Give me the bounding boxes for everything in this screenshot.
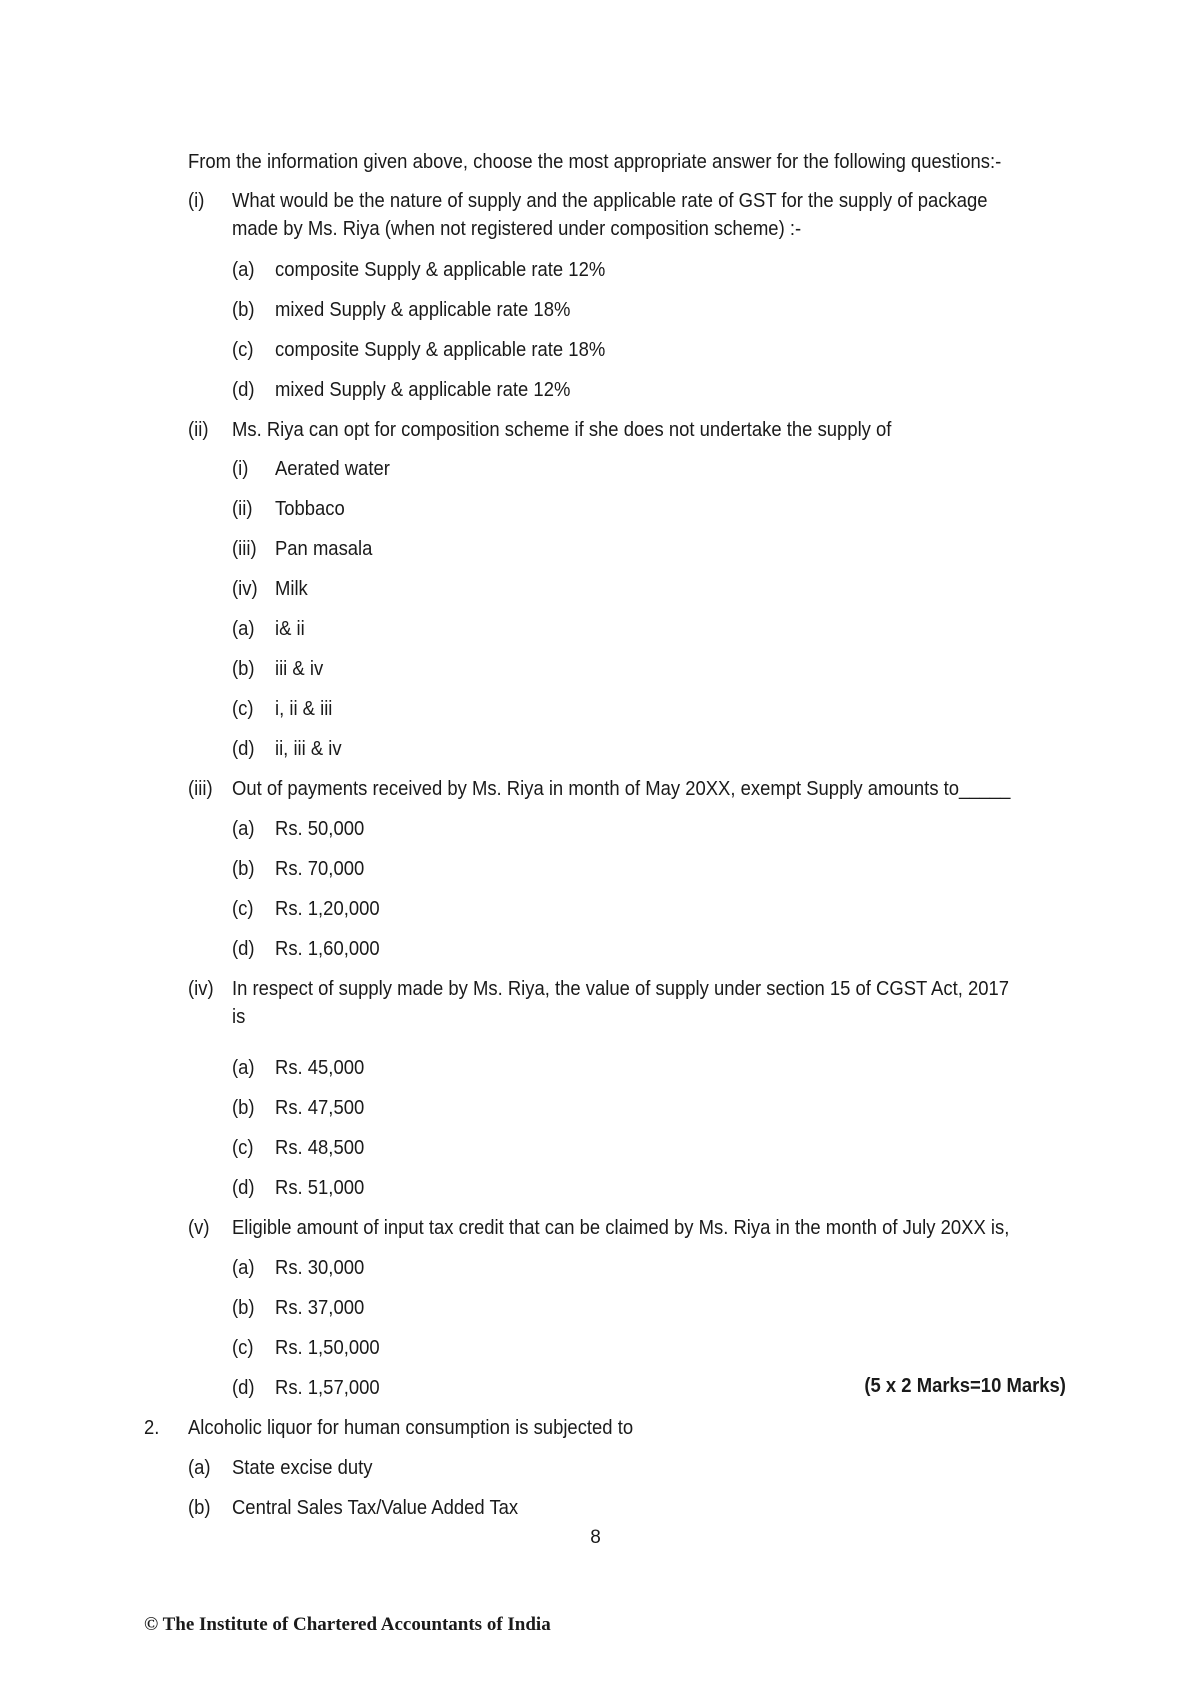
- question-1-option-text: mixed Supply & applicable rate 12%: [274, 378, 571, 401]
- question-1-text: What would be the nature of supply and the applicable rate of GST for the supply of package made by Ms. Riya (when not registered under composition scheme) :-: [231, 189, 988, 240]
- question-5-option-label: (d): [232, 1376, 255, 1399]
- question-3-option-label: (c): [232, 897, 254, 920]
- question-2-option-label: (b): [232, 657, 255, 680]
- question-2-main-label: 2.: [144, 1416, 160, 1439]
- question-2-option-text: Central Sales Tax/Value Added Tax: [231, 1496, 519, 1519]
- question-1-option-text: mixed Supply & applicable rate 18%: [274, 298, 571, 321]
- question-4-option-label: (b): [232, 1096, 255, 1119]
- question-2-option-text: ii, iii & iv: [274, 737, 342, 760]
- question-4-option-label: (a): [232, 1056, 255, 1079]
- marks-note: (5 x 2 Marks=10 Marks): [864, 1374, 1066, 1397]
- question-3-option-text: Rs. 70,000: [274, 857, 365, 880]
- question-5-option-text: Rs. 1,50,000: [274, 1336, 380, 1359]
- question-5-option-text: Rs. 37,000: [274, 1296, 365, 1319]
- question-3-option-label: (b): [232, 857, 255, 880]
- question-2-option-text: State excise duty: [231, 1456, 373, 1479]
- question-2-label: (ii): [188, 418, 209, 441]
- question-3-option-text: Rs. 1,20,000: [274, 897, 380, 920]
- question-1-option-label: (c): [232, 338, 254, 361]
- question-2-option-text: iii & iv: [274, 657, 324, 680]
- question-5-label: (v): [188, 1216, 210, 1239]
- question-5-option-label: (c): [232, 1336, 254, 1359]
- question-2-option-text: i& ii: [274, 617, 305, 640]
- question-2-option-label: (iv): [232, 577, 258, 600]
- question-4-option-text: Rs. 51,000: [274, 1176, 365, 1199]
- question-5-option-label: (a): [232, 1256, 255, 1279]
- question-2-option-text: Aerated water: [274, 457, 390, 480]
- question-4-option-text: Rs. 48,500: [274, 1136, 365, 1159]
- question-3-option-text: Rs. 50,000: [274, 817, 365, 840]
- question-2-option-label: (a): [232, 617, 255, 640]
- question-3-option-label: (a): [232, 817, 255, 840]
- question-4-option-text: Rs. 47,500: [274, 1096, 365, 1119]
- question-2-main-text: Alcoholic liquor for human consumption is subjected to: [187, 1416, 634, 1439]
- question-2-option-text: Milk: [274, 577, 308, 600]
- page-number: 8: [590, 1527, 601, 1548]
- question-2-text: Ms. Riya can opt for composition scheme if she does not undertake the supply of: [231, 418, 892, 441]
- question-4-option-label: (c): [232, 1136, 254, 1159]
- question-5-option-text: Rs. 30,000: [274, 1256, 365, 1279]
- question-3-option-text: Rs. 1,60,000: [274, 937, 380, 960]
- question-4-option-label: (d): [232, 1176, 255, 1199]
- question-1-option-label: (b): [232, 298, 255, 321]
- question-2-option-label: (ii): [232, 497, 253, 520]
- question-1-option-text: composite Supply & applicable rate 12%: [274, 258, 606, 281]
- question-2-option-label: (d): [232, 737, 255, 760]
- question-2-option-text: i, ii & iii: [274, 697, 333, 720]
- copyright-footer: © The Institute of Chartered Accountants of India: [144, 1614, 551, 1635]
- question-4-option-text: Rs. 45,000: [274, 1056, 365, 1079]
- question-5-option-text: Rs. 1,57,000: [274, 1376, 380, 1399]
- question-5-option-label: (b): [232, 1296, 255, 1319]
- question-4-text: In respect of supply made by Ms. Riya, the value of supply under section 15 of CGST Act, 2017 is: [231, 977, 1010, 1028]
- question-5-text: Eligible amount of input tax credit that can be claimed by Ms. Riya in the month of July 20XX is,: [231, 1216, 1010, 1239]
- question-1-option-text: composite Supply & applicable rate 18%: [274, 338, 606, 361]
- question-1-option-label: (d): [232, 378, 255, 401]
- question-2-option-text: Tobbaco: [274, 497, 345, 520]
- question-2-option-label: (iii): [232, 537, 257, 560]
- question-3-option-label: (d): [232, 937, 255, 960]
- question-1-option-label: (a): [232, 258, 255, 281]
- question-2-option-label: (a): [188, 1456, 211, 1479]
- question-3-text: Out of payments received by Ms. Riya in month of May 20XX, exempt Supply amounts to_____: [231, 777, 1011, 800]
- question-3-label: (iii): [188, 777, 213, 800]
- question-2-option-label: (b): [188, 1496, 211, 1519]
- question-2-option-label: (i): [232, 457, 249, 480]
- question-1-label: (i): [188, 189, 205, 212]
- intro-text-text: From the information given above, choose the most appropriate answer for the following questions:-: [188, 150, 1002, 173]
- question-2-option-text: Pan masala: [274, 537, 373, 560]
- question-2-option-label: (c): [232, 697, 254, 720]
- question-4-label: (iv): [188, 977, 214, 1000]
